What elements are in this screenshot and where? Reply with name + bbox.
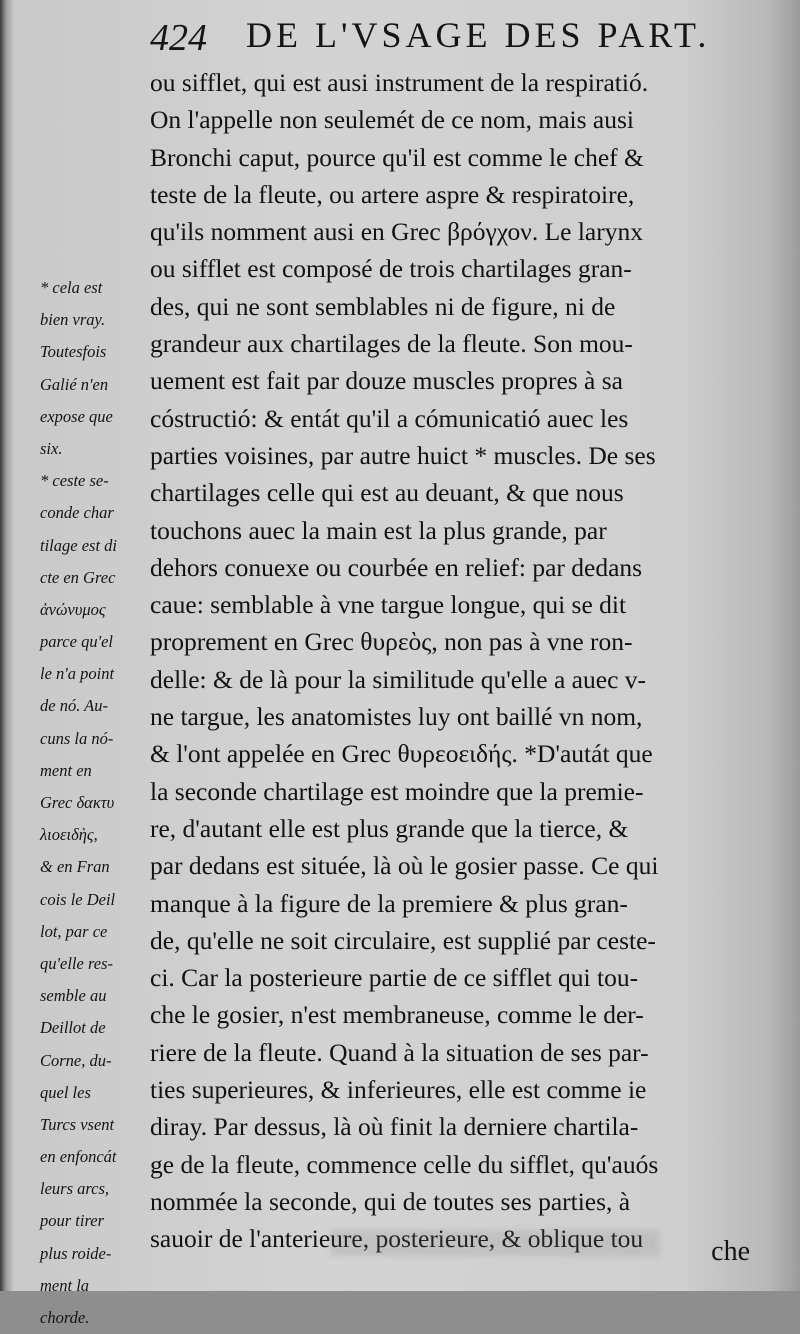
catchword: che [711, 1236, 750, 1267]
margin-line: bien vray. [40, 310, 106, 330]
margin-line: Grec δακτυ [40, 793, 115, 812]
text-line: re, d'autant elle est plus grande que la tierce, & [150, 813, 629, 843]
text-line: diray. Par dessus, là où finit la derniere chartila- [150, 1112, 639, 1142]
margin-line: six. [40, 438, 63, 458]
running-title: DE L'VSAGE DES PART. [246, 15, 711, 55]
margin-line: semble au [40, 986, 107, 1006]
margin-line: Corne, du- [40, 1050, 112, 1070]
margin-line: quel les [40, 1082, 91, 1102]
text-line: ties superieures, & inferieures, elle est comme ie [150, 1075, 647, 1105]
page-number: 424 [150, 17, 207, 59]
margin-line: le n'a point [40, 664, 115, 684]
margin-line: lot, par ce [40, 921, 108, 941]
text-line: teste de la fleute, ou artere aspre & respiratoire, [150, 179, 635, 209]
text-line: proprement en Grec θυρεὸς, non pas à vne ron- [150, 627, 633, 657]
text-line: la seconde chartilage est moindre que la premie- [150, 776, 644, 806]
text-line: grandeur aux chartilages de la fleute. Son mou- [150, 329, 633, 359]
text-line: On l'appelle non seulemét de ce nom, mais ausi [150, 105, 635, 135]
margin-line: de nó. Au- [40, 696, 108, 716]
margin-line: parce qu'el [40, 632, 114, 652]
margin-line: qu'elle res- [40, 953, 114, 973]
text-line: par dedans est située, là où le gosier passe. Ce qui [150, 851, 659, 881]
main-text [150, 64, 752, 1258]
margin-line: tilage est di [40, 535, 117, 555]
margin-line: λιοειδὴς, [40, 825, 98, 845]
text-line: des, qui ne sont semblables ni de figure, ni de [150, 291, 616, 321]
margin-line: * cela est [40, 278, 103, 297]
text-line: chartilages celle qui est au deuant, & que nous [150, 478, 624, 508]
text-line: ge de la fleute, commence celle du sifflet, qu'auós [150, 1149, 659, 1179]
text-line: de, qu'elle ne soit circulaire, est supplié par ceste- [150, 925, 656, 955]
margin-line: Turcs vsent [40, 1114, 115, 1134]
margin-line: Toutesfois [40, 342, 107, 362]
margin-line: leurs arcs, [40, 1179, 110, 1199]
text-line: & l'ont appelée en Grec θυρεοειδής. *D'autát que [150, 739, 653, 769]
text-line: ou sifflet, qui est ausi instrument de la respiratió. [150, 68, 649, 97]
margin-line: cois le Deil [40, 889, 116, 909]
margin-line: & en Fran [40, 857, 110, 877]
text-line: cóstructió: & entát qu'il a cómunicatió auec les [150, 403, 629, 433]
page-header [150, 14, 710, 58]
margin-line: ment la [40, 1275, 90, 1295]
margin-line: cte en Grec [40, 567, 116, 587]
margin-line: ment en [40, 760, 92, 780]
margin-line: plus roide- [40, 1243, 112, 1263]
margin-line: conde char [40, 503, 114, 523]
text-line: parties voisines, par autre huict * muscles. De ses [150, 440, 656, 470]
text-line: ou sifflet est composé de trois chartilages gran- [150, 254, 632, 284]
margin-line: Galié n'en [40, 374, 109, 394]
text-line: riere de la fleute. Quand à la situation de ses par- [150, 1037, 649, 1067]
text-line: uement est fait par douze muscles propres à sa [150, 366, 623, 396]
margin-line: expose que [40, 406, 113, 426]
margin-line: chorde. [40, 1308, 90, 1327]
marginal-note [40, 272, 152, 1334]
margin-line: cuns la nó- [40, 728, 114, 748]
margin-line: Deillot de [40, 1018, 106, 1038]
text-line: delle: & de là pour la similitude qu'elle a auec v- [150, 664, 647, 694]
text-line: touchons auec la main est la plus grande, par [150, 515, 607, 545]
text-line: caue: semblable à vne targue longue, qui se dit [150, 590, 627, 620]
text-line: manque à la figure de la premiere & plus gran- [150, 888, 628, 918]
margin-line: pour tirer [40, 1211, 105, 1231]
text-line: nommée la seconde, qui de toutes ses parties, à [150, 1186, 631, 1216]
text-line: che le gosier, n'est membraneuse, comme le der- [150, 1000, 644, 1030]
margin-line: * ceste se- [40, 471, 109, 491]
margin-line: en enfoncát [40, 1147, 117, 1167]
text-line: sauoir de l'anterieure, posterieure, & oblique tou [150, 1224, 644, 1254]
text-line: Bronchi caput, pource qu'il est comme le chef & [150, 142, 644, 172]
text-line: ci. Car la posterieure partie de ce sifflet qui tou- [150, 963, 639, 993]
text-line: qu'ils nomment ausi en Grec βρόγχον. Le larynx [150, 217, 643, 247]
text-line: dehors conuexe ou courbée en relief: par dedans [150, 552, 643, 582]
show-through-smudge [330, 1230, 660, 1256]
margin-line: ἀνώνυμος [40, 599, 106, 619]
text-line: ne targue, les anatomistes luy ont baillé vn nom, [150, 702, 643, 732]
